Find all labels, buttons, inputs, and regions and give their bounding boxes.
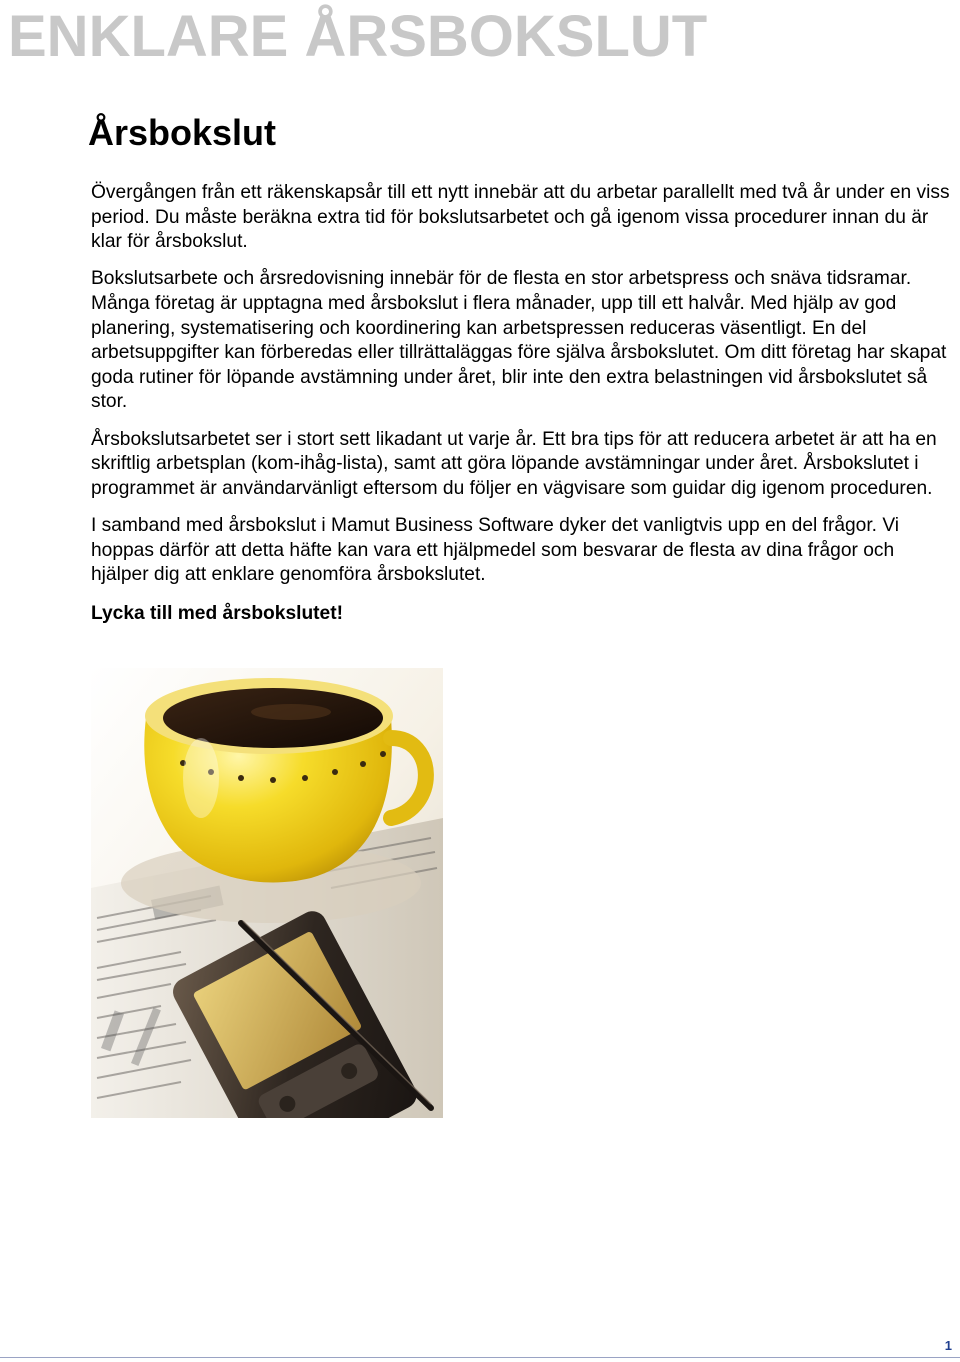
paragraph-tips: Årsbokslutsarbetet ser i stort sett likadant ut varje år. Ett bra tips för att reducera arbetet är att ha en skriftlig arbetsplan (kom-ihåg-lista), samt att göra löpande avstämningar under året. Årsbokslutet i programmet är användarvänligt eftersom du följer en vägvisare som guidar dig igenom proceduren.	[91, 428, 937, 499]
document-header-title: ENKLARE ÅRSBOKSLUT	[8, 4, 708, 69]
section-title: Årsbokslut	[88, 112, 277, 153]
page-number: 1	[944, 1338, 952, 1353]
paragraph-workload: Bokslutsarbete och årsredovisning innebär för de flesta en stor arbetspress och snäva tidsramar. Många företag är upptagna med årsbokslut i flera månader, upp till ett halvår. Med hjälp av god planering, systematisering och koordinering kan arbetspressen reduceras väsentligt. En del arbetsuppgifter kan förberedas eller tillrättaläggas före själva årsbokslutet. Om ditt företag har skapat goda rutiner för löpande avstämning under året, blir inte den extra belastningen vid årsbokslutet så stor.	[91, 268, 947, 413]
body-text	[91, 181, 957, 639]
footer-rule	[0, 1357, 960, 1358]
paragraph-booklet: I samband med årsbokslut i Mamut Business Software dyker det vanligtvis upp en del frågor. Vi hoppas därför att detta häfte kan vara ett hjälpmedel som besvarar de flesta av dina frågor och hjälper dig att enklare genomföra årsbokslutet.	[91, 514, 900, 586]
closing-line: Lycka till med årsbokslutet!	[91, 602, 344, 624]
paragraph-intro: Övergången från ett räkenskapsår till ett nytt innebär att du arbetar parallellt med två år under en viss period. Du måste beräkna extra tid för bokslutsarbetet och gå igenom vissa procedurer innan du är klar för årsbokslut.	[91, 182, 950, 253]
coffee-cup-and-pda-photo	[91, 668, 443, 1118]
